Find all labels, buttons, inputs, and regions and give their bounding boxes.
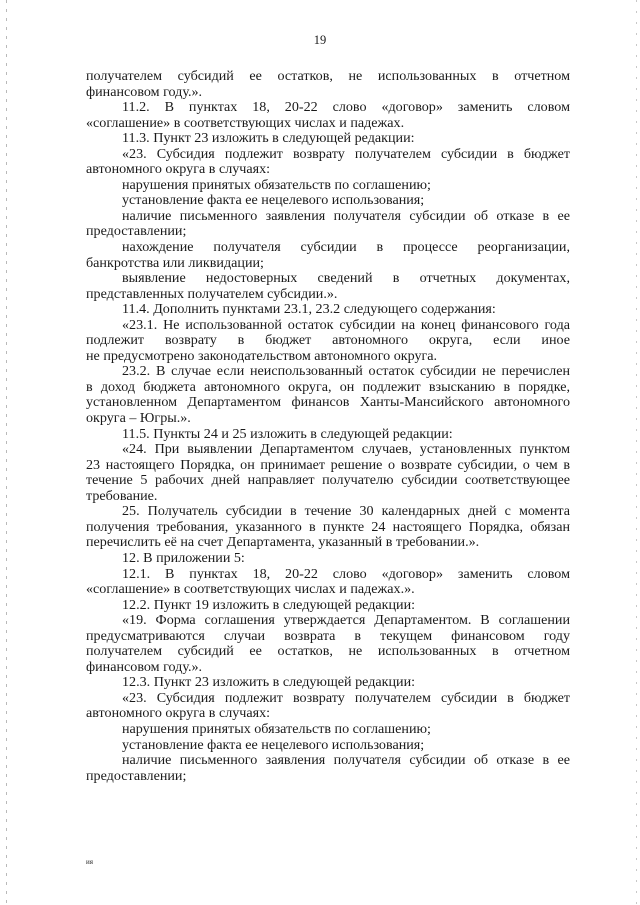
text-line: подлежит возврату в бюджет автономного округа, если иное — [86, 333, 570, 349]
text-line: установленном Департаментом финансов Ханты-Мансийского автономного — [86, 395, 570, 411]
page-number: 19 — [313, 33, 327, 47]
scan-edge-right — [636, 0, 637, 905]
text-line: получателем субсидий ее остатков, не использованных в отчетном — [86, 69, 570, 84]
text-line: 12.1. В пунктах 18, 20-22 слово «договор» заменить словом — [122, 566, 570, 582]
text-line: 23.2. В случае если неиспользованный остаток субсидии не перечислен — [122, 364, 570, 380]
text-line: «соглашение» в соответствующих числах и падежах. — [86, 115, 405, 131]
text-line: 11.5. Пункты 24 и 25 изложить в следующей редакции: — [122, 426, 453, 442]
text-line: выявление недостоверных сведений в отчетных документах, — [122, 271, 570, 287]
text-line: перечислить её на счет Департамента, указанный в требовании.». — [86, 535, 480, 551]
text-line: нахождение получателя субсидии в процессе реорганизации, — [122, 240, 570, 256]
text-line: «24. При выявлении Департаментом случаев, установленных пунктом — [122, 442, 570, 458]
text-line: 12.2. Пункт 19 изложить в следующей редакции: — [122, 597, 416, 613]
text-line: установление факта ее нецелевого использования; — [122, 193, 425, 209]
text-line: банкротства или ликвидации; — [86, 255, 264, 271]
text-line: «23. Субсидия подлежит возврату получателем субсидии в бюджет — [122, 690, 570, 706]
text-line: округа – Югры.». — [86, 411, 191, 427]
text-line: предусматриваются случаи возврата в текущем финансовом году — [86, 628, 570, 644]
text-line: финансовом году.». — [86, 659, 203, 675]
text-line: финансовом году.». — [86, 84, 203, 100]
text-line: представленных получателем субсидии.». — [86, 286, 338, 302]
text-line: 11.2. В пунктах 18, 20-22 слово «договор» заменить словом — [122, 100, 570, 116]
text-line: в доход бюджета автономного округа, он подлежит взысканию в порядке, — [86, 379, 570, 395]
text-line: требование. — [86, 488, 158, 504]
text-line: 12.3. Пункт 23 изложить в следующей редакции: — [122, 675, 416, 691]
text-line: автономного округа в случаях: — [86, 706, 271, 722]
text-line: автономного округа в случаях: — [86, 162, 271, 178]
text-line: «23.1. Не использованной остаток субсидии на конец финансового года — [122, 317, 570, 333]
text-line: получения требования, указанного в пункте 24 настоящего Порядка, обязан — [86, 519, 570, 535]
text-line: предоставлении; — [86, 224, 187, 240]
text-line: 12. В приложении 5: — [122, 550, 245, 566]
document-body — [86, 69, 570, 784]
text-line: 23 настоящего Порядка, он принимает решение о возврате субсидии, о чем в — [86, 457, 570, 473]
text-line: течение 5 рабочих дней направляет получателю субсидии соответствующее — [86, 473, 570, 489]
scan-edge-left — [6, 0, 7, 905]
text-line: 11.3. Пункт 23 изложить в следующей редакции: — [122, 131, 415, 147]
text-line: 11.4. Дополнить пунктами 23.1, 23.2 следующего содержания: — [122, 302, 496, 318]
text-line: наличие письменного заявления получателя субсидии об отказе в ее — [122, 208, 570, 224]
text-line: нарушения принятых обязательств по соглашению; — [122, 177, 431, 193]
text-line: не предусмотрено законодательством автономного округа. — [86, 348, 438, 364]
text-line: установление факта ее нецелевого использования; — [122, 737, 425, 753]
text-line: «19. Форма соглашения утверждается Департаментом. В соглашении — [122, 613, 570, 629]
text-line: нарушения принятых обязательств по соглашению; — [122, 721, 431, 737]
text-line: предоставлении; — [86, 768, 187, 784]
text-line: получателем субсидий ее остатков, не использованных в отчетном — [86, 644, 570, 660]
footer-mark: ия — [86, 858, 93, 866]
text-line: наличие письменного заявления получателя субсидии об отказе в ее — [122, 753, 570, 769]
text-line: «соглашение» в соответствующих числах и падежах.». — [86, 582, 415, 598]
text-line: «23. Субсидия подлежит возврату получателем субсидии в бюджет — [122, 146, 570, 162]
text-line: 25. Получатель субсидии в течение 30 календарных дней с момента — [122, 504, 570, 520]
